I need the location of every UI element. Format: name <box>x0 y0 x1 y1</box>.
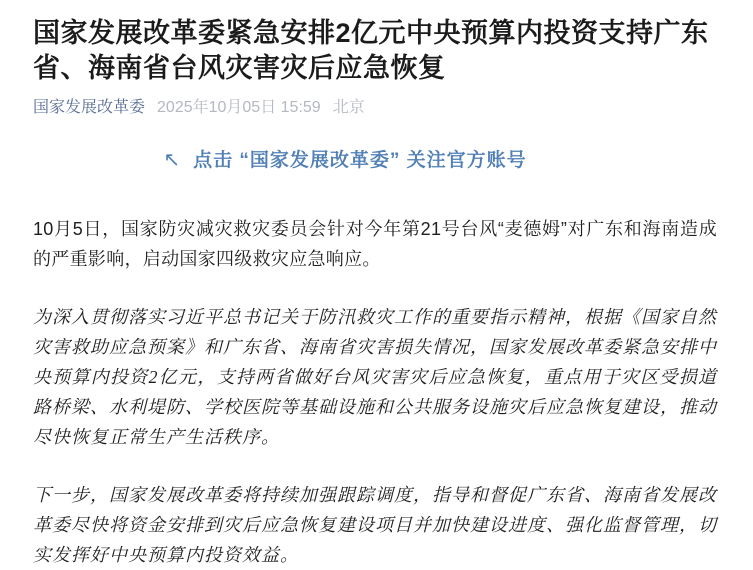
publish-location: 北京 <box>332 99 365 116</box>
byline <box>33 97 717 119</box>
publish-date: 2025年10月05日 15:59 <box>157 99 321 116</box>
paragraph-lead: 10月5日，国家防灾减灾救灾委员会针对今年第21号台风“麦德姆”对广东和海南造成的严重影响，启动国家四级救灾应急响应。 <box>33 219 717 269</box>
follow-account-banner[interactable] <box>33 147 657 174</box>
author-link[interactable]: 国家发展改革委 <box>33 99 146 116</box>
paragraph-next-steps: 下一步，国家发展改革委将持续加强跟踪调度，指导和督促广东省、海南省发展改革委尽快将资金安排到灾后应急恢复建设项目并加快建设进度、强化监督管理，切实发挥好中央预算内投资效益。 <box>33 485 717 565</box>
article-title: 国家发展改革委紧急安排2亿元中央预算内投资支持广东省、海南省台风灾害灾后应急恢复 <box>33 18 709 83</box>
follow-banner-label: 点击 “国家发展改革委” 关注官方账号 <box>193 150 527 171</box>
article-body <box>33 214 717 570</box>
paragraph-measures: 为深入贯彻落实习近平总书记关于防汛救灾工作的重要指示精神，根据《国家自然灾害救助应急预案》和广东省、海南省灾害损失情况，国家发展改革委紧急安排中央预算内投资2亿元，支持两省做好台风灾害灾后应急恢复，重点用于灾区受损道路桥梁、水利堤防、学校医院等基础设施和公共服务设施灾后应急恢复建设，推动尽快恢复正常生产生活秩序。 <box>33 307 717 447</box>
arrow-up-left-icon: ↖ <box>163 149 182 171</box>
